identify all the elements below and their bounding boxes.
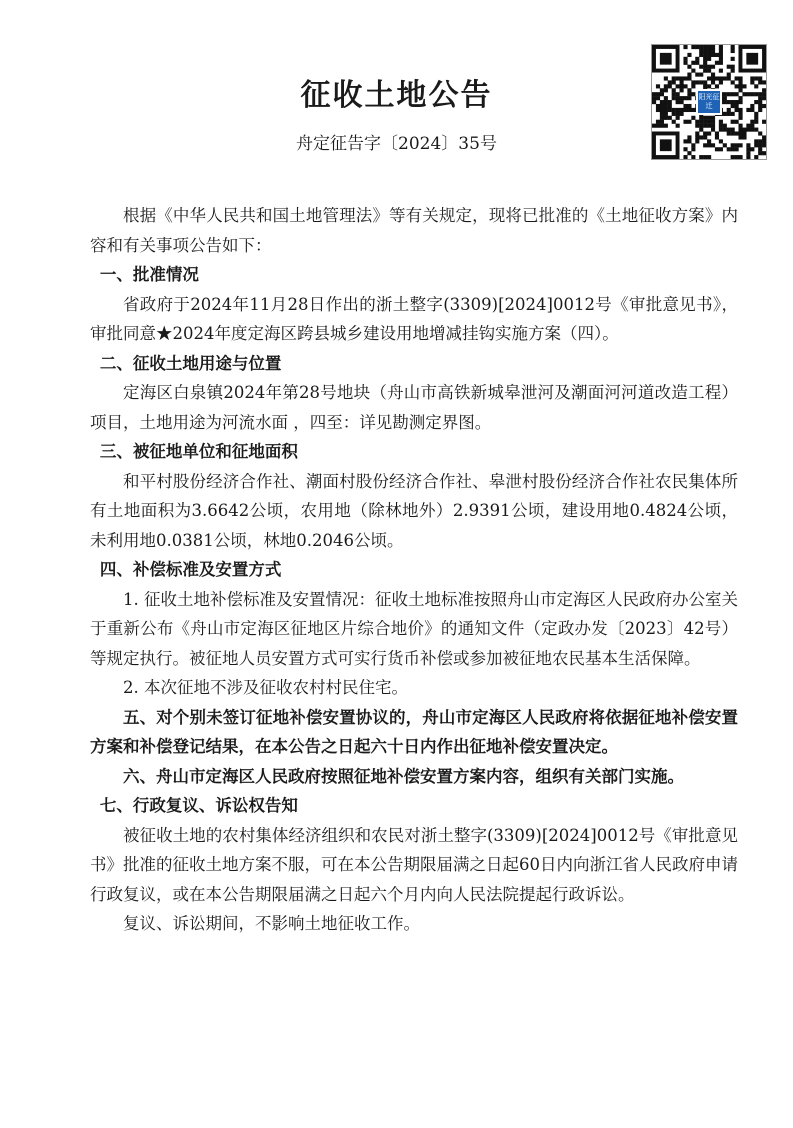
document-number: 舟定征告字〔2024〕35号 [296,134,497,154]
qr-code-icon[interactable] [651,44,767,160]
section-4-heading: 四、补偿标准及安置方式 [99,560,282,579]
section-1-text: 省政府于2024年11月28日作出的浙土整字(3309)[2024]0012号《审批意见书》，审批同意★2024年度定海区跨县城乡建设用地增减挂钩实施方案（四）。 [90,294,738,343]
section-3-heading: 三、被征地单位和征地面积 [99,442,298,461]
closing-paragraph: 复议、诉讼期间，不影响土地征收工作。 [123,914,420,933]
section-7-heading: 七、行政复议、诉讼权告知 [99,796,298,815]
section-1-heading: 一、批准情况 [99,265,199,284]
section-2-heading: 二、征收土地用途与位置 [99,353,282,373]
intro-paragraph: 根据《中华人民共和国土地管理法》等有关规定，现将已批准的《土地征收方案》内容和有关事项公告如下： [90,206,738,255]
notice-body [90,201,738,939]
section-6-paragraph: 六、舟山市定海区人民政府按照征地补偿安置方案内容，组织有关部门实施。 [123,766,684,786]
section-4-item-1: 1. 征收土地补偿标准及安置情况：征收土地标准按照舟山市定海区人民政府办公室关于重新公布《舟山市定海区征地区片综合地价》的通知文件（定政办发〔2023〕42号）等规定执行。被征地人员安置方式可实行货币补偿或参加被征地农民基本生活保障。 [90,589,738,668]
section-2-text: 定海区白泉镇2024年第28号地块（舟山市高铁新城皋泄河及潮面河河道改造工程）项目，土地用途为河流水面 ，四至：详见勘测定界图。 [90,383,738,432]
section-7-text: 被征收土地的农村集体经济组织和农民对浙土整字(3309)[2024]0012号《审批意见书》批准的征收土地方案不服，可在本公告期限届满之日起60日内向浙江省人民政府申请行政复议，或在本公告期限届满之日起六个月内向人民法院提起行政诉讼。 [90,825,738,904]
section-4-item-2: 2. 本次征地不涉及征收农村村民住宅。 [123,678,408,697]
notice-title: 征收土地公告 [300,78,493,113]
section-3-text: 和平村股份经济合作社、潮面村股份经济合作社、皋泄村股份经济合作社农民集体所有土地面积为3.6642公顷，农用地（除林地外）2.9391公顷，建设用地0.4824公顷，未利用地0.0381公顷，林地0.2046公顷。 [90,471,738,550]
section-5-paragraph: 五、对个别未签订征地补偿安置协议的，舟山市定海区人民政府将依据征地补偿安置方案和补偿登记结果，在本公告之日起六十日内作出征地补偿安置决定。 [90,707,738,756]
qr-badge-logo: 阳光征迁 [696,89,722,115]
